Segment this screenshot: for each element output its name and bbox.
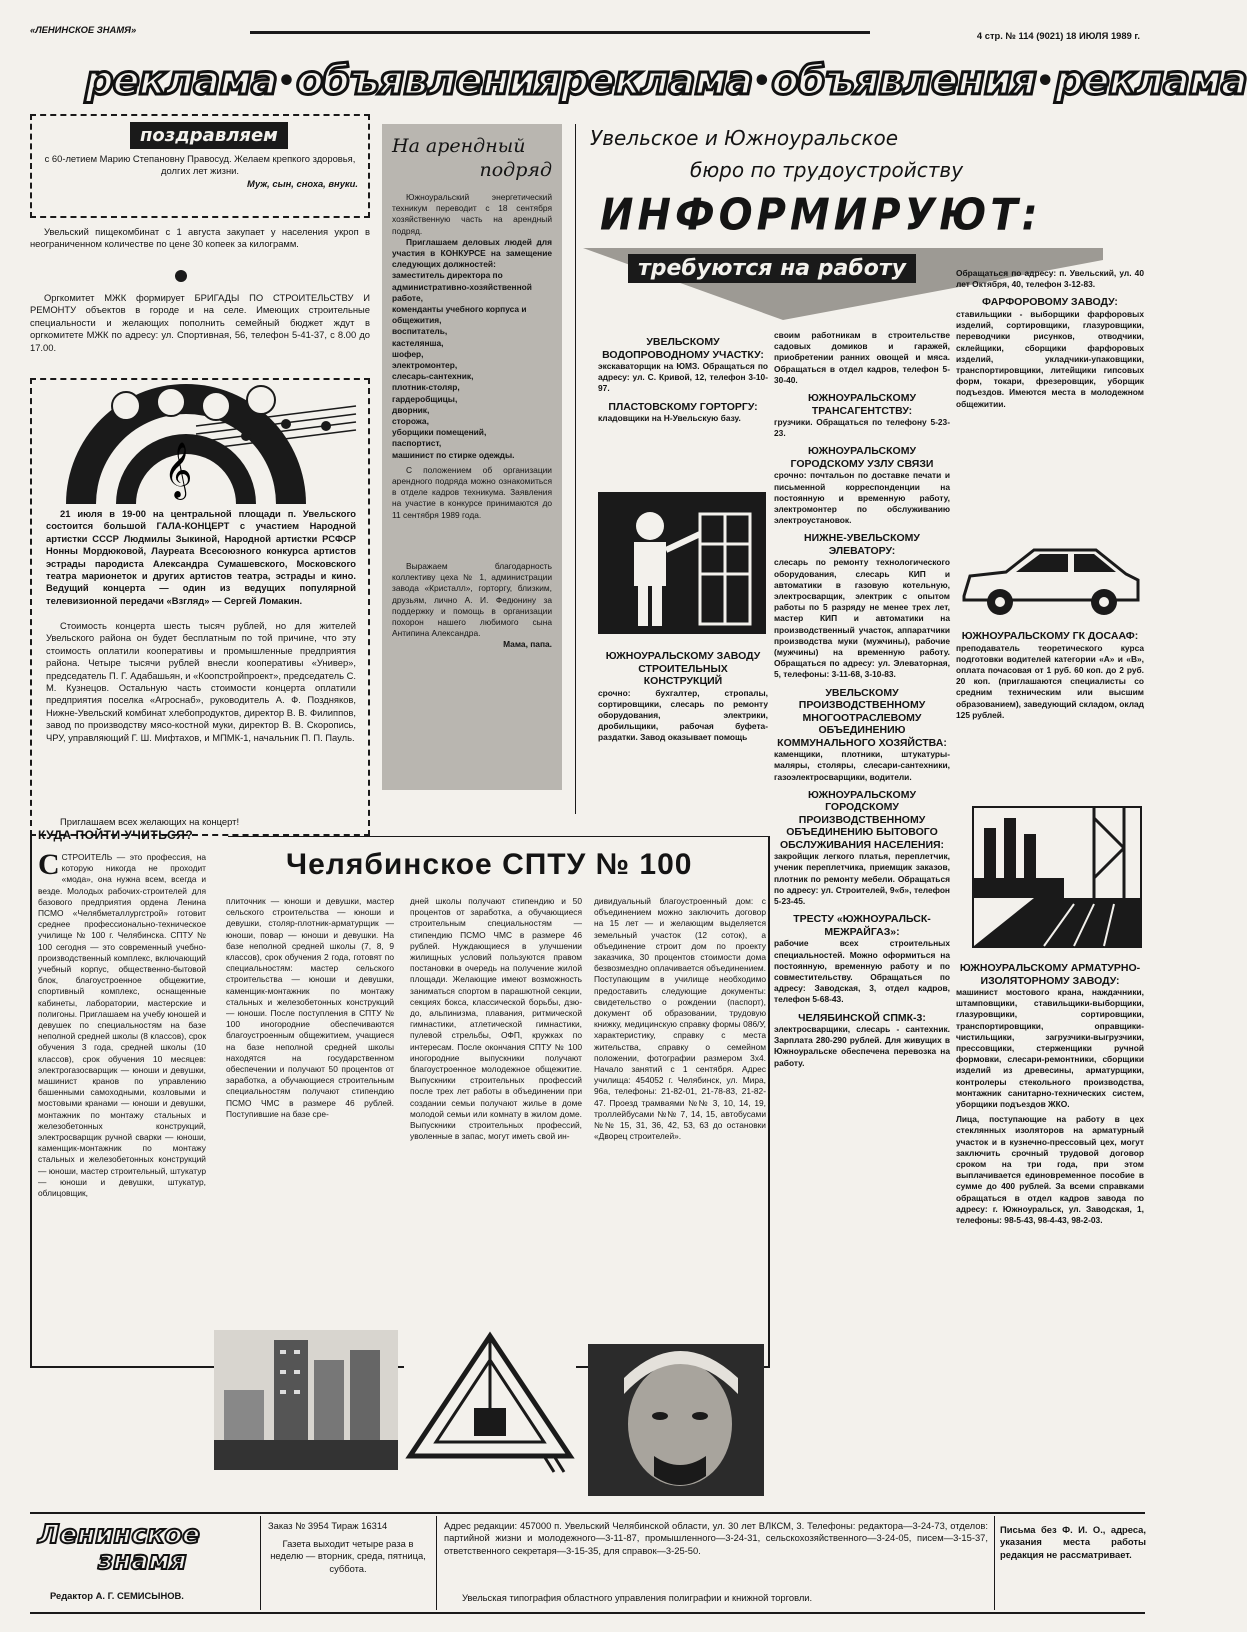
banner-word: реклама (1054, 58, 1247, 104)
footer-rule-bottom (30, 1612, 1145, 1614)
house-emblem (404, 1330, 576, 1472)
footer-order: Заказ № 3954 Тираж 16314 (268, 1520, 388, 1531)
banner-word: объявления (771, 58, 1036, 104)
congrats-box (30, 114, 370, 218)
lease-positions (392, 270, 552, 460)
vacancy-block (598, 336, 768, 395)
vacancy-list: закройщик легкого платья, переплетчик, ученик переплетчика, приемщик заказов, плотник по ремонту мебели. Обращаться по адресу: ул. Строителей, 9«б», телефон 5-23-45. (774, 851, 950, 907)
employment-ribbon: требуются на работу (628, 254, 916, 283)
vacancy-block (956, 1114, 1144, 1226)
lease-position-item: заместитель директора по административно-хозяйственной работе, (392, 270, 532, 303)
footer-logo (38, 1522, 258, 1574)
banner-dot: • (752, 63, 772, 99)
lease-title-2: подряд (479, 159, 552, 181)
employment-title-big: ИНФОРМИРУЮТ: (600, 189, 1042, 241)
lease-position-item: воспитатель, (392, 326, 448, 337)
lease-position-item: сторожа, (392, 416, 429, 427)
employment-title-1: Увельское и Южноуральское (590, 126, 899, 150)
vacancy-block (956, 630, 1144, 721)
concert-p3: Приглашаем всех желающих на концерт! (60, 816, 240, 827)
banner-word: реклама (85, 58, 277, 104)
footer-printer: Увельская типография областного управления полиграфии и книжной торговли. (462, 1592, 813, 1603)
concert-box (30, 378, 370, 836)
vacancy-employer: ЮЖНОУРАЛЬСКОМУ ГОРОДСКОМУ ПРОИЗВОДСТВЕННОМУ ОБЪЕДИНЕНИЮ БЫТОВОГО ОБСЛУЖИВАНИЯ НАСЕЛЕНИЯ: (779, 788, 945, 851)
employment-col-1 (598, 330, 768, 428)
vacancy-block (774, 913, 950, 1005)
vacancy-list: Обращаться по адресу: п. Увельский, ул. 40 лет Октября, 40, телефон 3-12-83. (956, 268, 1144, 290)
vacancy-list: электросварщики, слесарь - сантехник. Зарплата 280-290 рублей. Для живущих в Южноуральске обеспечена перевозка на работу. (774, 1024, 950, 1068)
employment-col-2 (774, 330, 950, 1073)
thanks-text: Выражаем благодарность коллективу цеха № 1, администрации завода «Кристалл», горторгу, близким, друзьям, лично А. И. Федюнину за поддержку и помощь в организации похорон нашего любимого сына Антипина Александра. (392, 560, 552, 639)
masthead-issue: 4 стр. № 114 (9021) 18 ИЮЛЯ 1989 г. (976, 30, 1140, 41)
thanks-sign: Мама, папа. (503, 639, 552, 650)
vacancy-list: слесарь по ремонту технологического оборудования, слесарь КИП и автоматики в газовую котельную, электросварщик, электрик с опытом работы по 5 разряду не менее трех лет, мастер КИП и автоматики на производственный участок, аппаратчики производства муки (мужчины), рабочие (мужчины) на временную работу. Обращаться по адресу: ул. Элеваторная, 5, телефоны: 3-11-68, 3-10-83. (774, 557, 950, 680)
footer-divider (994, 1516, 995, 1610)
vacancy-list: машинист мостового крана, наждачники, штамповщики, ставильщики-выборщики, глазуровщики, сортировщики, транспортировщики, оправщики-чистильщики, загрузчики-выгрузчики, прессовщики, стерженщики ручной формовки, слесари-ремонтники, сборщики изделий из древесины, арматурщики, контролеры стекольного производства, монтажник санитарно-технических систем, уборщики подъездов ЖКО. (956, 987, 1144, 1110)
vacancy-list: срочно: почтальон по доставке печати и письменной корреспонденции на постоянную и временную работу, электромонтер по обслуживанию электроустановок. (774, 470, 950, 526)
lease-position-item: кастелянша, (392, 337, 444, 348)
vacancy-employer: УВЕЛЬСКОМУ ВОДОПРОВОДНОМУ УЧАСТКУ: (602, 336, 764, 361)
vacancy-employer: ЮЖНОУРАЛЬСКОМУ АРМАТУРНО-ИЗОЛЯТОРНОМУ ЗАВОДУ: (959, 962, 1141, 987)
vacancy-list: экскаваторщик на ЮМЗ. Обращаться по адресу: ул. С. Кривой, 12, телефон 3-10-97. (598, 361, 768, 394)
vacancy-block (774, 392, 950, 439)
congrats-title: поздравляем (130, 122, 288, 149)
vacancy-block (774, 445, 950, 526)
banner-word: реклама (560, 58, 753, 104)
banner-dot: • (1035, 63, 1055, 99)
school-col-1: ССТРОИТЕЛЬ — это профессия, на которую никогда не проходит «мода», она нужна всем, всегда и везде. Молодых рабочих-строителей для базового предприятия ордена Ленина ПСМО «Челябметаллургстрой» готовит среднее профессионально-техническое училище № 100 г. Челябинска. СПТУ № 100 сегодня — это современный учебно-производственный комплекс, включающий учебный корпус, общественно-бытовой блок, благоустроенное общежитие, спортивный комплекс, оснащенные кабинеты, лаборатории, мастерские и полигоны. Приглашаем на учебу юношей и девушек по специальностям на базе неполной средней школы (8 классов), срок обучения 3 года, средней школы (10 классов), срок обучения 10 месяцев: электрогазосварщик — юноши и девушки, машинист кранов по управлению башенными самоходными, козловыми и мостовыми кранами — юноши и девушки, монтажник по монтажу стальных и железобетонных конструкций, электросварщик ручной сварки — юноши, каменщик-монтажник по монтажу стальных и железобетонных конструкций — юноши, мастер строительный, штукатур — юноши и девушки, штукатур, облицовщик, (38, 848, 206, 1199)
lease-position-item: плотник-столяр, (392, 382, 460, 393)
vacancy-block (956, 296, 1144, 409)
vacancy-list: преподаватель теоретического курса подготовки водителей категории «А» и «В», оплата почасовая от 1 руб. 60 коп. до 2 руб. 20 коп. (приглашаются специалисты со средним техническим или высшим образованием), заведующий складом, оклад 125 рублей. (956, 642, 1144, 720)
ad-mzhk: Оргкомитет МЖК формирует БРИГАДЫ ПО СТРОИТЕЛЬСТВУ И РЕМОНТУ объектов в городе и на селе. Имеющих строительные специальности и желающих пополнить семейный бюджет ждут в оргкомитете МЖК по адресу: ул. Спортивная, 56, телефон 5-41-37, с 8.00 до 17.00. (30, 292, 370, 353)
footer-rule-top (30, 1512, 1145, 1514)
vacancy-employer: НИЖНЕ-УВЕЛЬСКОМУ ЭЛЕВАТОРУ: (804, 532, 920, 557)
vacancy-employer: ФАРФОРОВОМУ ЗАВОДУ: (982, 296, 1118, 309)
logo-line-1: Ленинское (38, 1520, 200, 1550)
ads-banner (85, 54, 1247, 108)
lease-position-item: дворник, (392, 404, 430, 415)
lease-position-item: гардеробщицы, (392, 393, 458, 404)
masthead-paper-name: «ЛЕНИНСКОЕ ЗНАМЯ» (30, 24, 137, 35)
vacancy-block (598, 650, 768, 744)
logo-line-2: знамя (98, 1546, 187, 1576)
vacancy-block (598, 401, 768, 425)
school-title: Челябинское СПТУ № 100 (286, 848, 693, 881)
employment-title-2: бюро по трудоустройству (690, 158, 964, 182)
vacancy-employer: ТРЕСТУ «ЮЖНОУРАЛЬСК-МЕЖРАЙГАЗ»: (793, 913, 931, 938)
footer-editor: Редактор А. Г. СЕМИСЫНОВ. (50, 1590, 184, 1601)
vacancy-employer: ЮЖНОУРАЛЬСКОМУ ГК ДОСААФ: (961, 630, 1139, 642)
vacancy-employer: ЮЖНОУРАЛЬСКОМУ ТРАНСАГЕНТСТВУ: (808, 392, 916, 417)
lease-outro: С положением об организации арендного подряда можно ознакомиться в отделе кадров техникума. Заявления на участие в конкурсе принимаются до 11 сентября 1989 года. (392, 464, 552, 520)
factory-illustration (972, 806, 1142, 948)
employment-col-3 (956, 268, 1144, 414)
employment-col-3b (956, 624, 1144, 725)
vacancy-list: каменщики, плотники, штукатуры-маляры, столяры, слесари-сантехники, газоэлектросварщики, водители. (774, 749, 950, 782)
lease-position-item: слесарь-сантехник, (392, 371, 474, 382)
column-divider (575, 124, 576, 814)
banner-dot: • (276, 63, 297, 99)
lease-title-1: На арендный (392, 135, 526, 157)
masthead-rule (250, 31, 870, 34)
banner-word: объявления (296, 58, 561, 104)
school-dropcap: С (38, 848, 60, 881)
lease-position-item: машинист по стирке одежды. (392, 449, 515, 460)
congrats-signature: Муж, сын, сноха, внуки. (247, 177, 358, 189)
vacancy-list: своим работникам в строительстве садовых домиков и гаражей, приобретении ранних овощей и мяса. Обращаться в отдел кадров, телефон 5-30-40. (774, 330, 950, 385)
vacancy-block (774, 330, 950, 386)
employment-col-3c (956, 956, 1144, 1230)
separator-dot (175, 270, 187, 282)
vacancy-block (956, 962, 1144, 1110)
vacancy-list: кладовщики на Н-Увельскую базу. (598, 413, 741, 424)
worker-illustration (598, 492, 766, 634)
vacancy-employer: ЮЖНОУРАЛЬСКОМУ ГОРОДСКОМУ УЗЛУ СВЯЗИ (790, 445, 934, 470)
vacancy-employer: ПЛАСТОВСКОМУ ГОРТОРГУ: (608, 400, 758, 413)
concert-illustration (46, 386, 356, 504)
footer-divider (260, 1516, 261, 1610)
lease-position-item: электромонтер, (392, 360, 458, 371)
vacancy-block (774, 789, 950, 908)
svg-text:𝄞: 𝄞 (164, 442, 193, 498)
vacancy-employer: ЮЖНОУРАЛЬСКОМУ ЗАВОДУ СТРОИТЕЛЬНЫХ КОНСТРУКЦИЙ (605, 650, 761, 687)
vacancy-list: Лица, поступающие на работу в цех стеклянных изоляторов на арматурный участок и в кузнечно-прессовый цех, могут заключить срочный трудовой договор сроком на три года, при этом выплачивается единовременное пособие в сумме до 400 рублей. За всеми справками обращаться в отдел кадров завода по адресу: г. Южноуральск, ул. Заводская, 1, телефоны: 98-5-43, 98-4-43, 98-2-03. (956, 1114, 1144, 1226)
vacancy-block (774, 1012, 950, 1069)
school-col-4: дивидуальный благоустроенный дом: с объединением можно заключить договор на 15 лет — и желающим выделяется земельный участок (12 соток), а объединение строит дом по проекту заказчика, 30 процентов стоимости дома безвозмездно оплачивается объединением. Поступающим в училище необходимо предоставить следующие документы: свидетельство о рождении (паспорт), документ об образовании, трудовую книжку, медицинскую справку формы 086/У, характеристику, справку с места жительства, справку о семейном положении, фотографии размером 3х4. Начало занятий с 1 сентября. Адрес училища: 454052 г. Челябинск, ул. Мира, 96а, телефоны: 21-82-01, 21-78-83, 21-82-47. Проезд трамваями №№ 3, 10, 14, 19, троллейбусами №№ 7, 14, 15, автобусами №№ 15, 31, 36, 42, 53, 63 до остановки «Дворец строителей». (594, 896, 766, 1142)
vacancy-employer: ЧЕЛЯБИНСКОЙ СПМК-3: (798, 1011, 926, 1024)
lease-intro: Южноуральский энергетический техникум переводит с 18 сентября хозяйственную часть на арендный подряд. (392, 192, 552, 236)
vacancy-list: ставильщики - выборщики фарфоровых изделий, сортировщики, глазуровщики, переводчики рисунков, отводчики, склейщики, сборщики фарфоровых изделий, укладчики-упаковщики, транспортировщики, литейщики гипсовых форм, токари, фрезеровщик, уборщик подъездов. Имеются места в молодежном общежитии. (956, 308, 1144, 409)
footer-letters: Письма без Ф. И. О., адреса, указания места работы редакция не рассматривает. (1000, 1524, 1146, 1560)
school-col-2: плиточник — юноши и девушки, мастер сельского строительства — юноши и девушки, столяр-плотник-арматурщик — юноши, повар — юноши и девушки. На базе неполной средней школы (7, 8, 9 классов), срок обучения 2 года, готовят по специальностям: мастер сельского строительства — юноши и девушки, каменщик-монтажник по монтажу стальных и железобетонных конструкций — юноши. После поступления в СПТУ № 100 иногородние обеспечиваются благоустроенным общежитием, учащиеся на базе неполной средней школы находятся на государственном обеспечении и получают 50 процентов от заработка, а обучающиеся строительным специальностям получают стипендию ПСМО ЧМС в размере 46 рублей. Поступившие на базе сре- (226, 896, 394, 1119)
vacancy-block (774, 532, 950, 680)
car-illustration (956, 540, 1142, 620)
buildings-photo (214, 1330, 398, 1470)
lease-position-item: уборщики помещений, (392, 427, 487, 438)
congrats-text: с 60-летием Марию Степановну Правосуд. Желаем крепкого здоровья, долгих лет жизни. (44, 153, 356, 177)
vacancy-block (774, 687, 950, 783)
ad-ukrop: Увельский пищекомбинат с 1 августа закупает у населения укроп в неограниченном количестве по цене 30 копеек за килограмм. (30, 226, 370, 250)
footer-address: Адрес редакции: 457000 п. Увельский Челябинской области, ул. 30 лет ВЛКСМ, 3. Телефоны: редактора—3-24-73, отделов: партийной жизни и молодежного—3-11-87, промышленного—3-24-31, сельскохозяйственного—3-24-05, писем—3-15-37, ответственного секретаря—3-15-35, для справок—3-25-50. (444, 1520, 988, 1556)
footer-divider (436, 1516, 437, 1610)
lease-invite: Приглашаем деловых людей для участия в КОНКУРСЕ на замещение следующих должностей: (392, 236, 552, 270)
footer-schedule: Газета выходит четыре раза в неделю — вторник, среда, пятница, суббота. (270, 1538, 426, 1574)
worker-portrait (588, 1344, 764, 1496)
vacancy-list: грузчики. Обращаться по телефону 5-23-23. (774, 417, 950, 439)
school-rubric: КУДА ПОЙТИ УЧИТЬСЯ? (38, 828, 194, 842)
vacancy-list: срочно: бухгалтер, стропалы, сортировщики, слесарь по ремонту оборудования, электрики, дробильщики, рабочая буфета-раздатки. Завод оказывает помощь (598, 687, 768, 743)
concert-p2: Стоимость концерта шесть тысяч рублей, но для жителей Увельского района он будет бесплатным по той причине, что эту стоимость оплатили кооперативы и промышленные предприятия района. Четыре тысячи рублей внесли кооперативы «Универ», председатель П. Г. Адабашьян, и «Коопстройпроект», председатель С. М. Кузнецов. Остальную часть стоимости концерта оплатили предприятия поселка «Агроснаб», руководитель А. Ф. Поздняков, Нижне-Увельский комбинат хлебопродуктов, директор В. В. Филиппов, завод по производству мясо-костной муки, директор В. В. Скоропись, ЧРУ, управляющий Г. Ш. Мифтахов, и МПМК-1, начальник П. П. Пауль. (46, 620, 356, 743)
lease-position-item: паспортист, (392, 438, 442, 449)
employment-col-1b (598, 644, 768, 748)
concert-p1: 21 июля в 19-00 на центральной площади п. Увельского состоится большой ГАЛА-КОНЦЕРТ с участием Народной артистки СССР Людмилы Зыкиной, Народной артистки РСФСР Нонны Мордюковой, Лауреата Всесоюзного конкурса артистов эстрады пародиста Александра Сумашевского, Московского театра марионеток и других артистов театра, эстрады и кино. Ведущий концерта — один из ведущих популярной телевизионной передачи «Взгляд» — Сергей Ломакин. (46, 508, 356, 606)
vacancy-employer: УВЕЛЬСКОМУ ПРОИЗВОДСТВЕННОМУ МНОГООТРАСЛЕВОМУ ОБЪЕДИНЕНИЮ КОММУНАЛЬНОГО ХОЗЯЙСТВА: (777, 686, 947, 749)
lease-position-item: коменданты учебного корпуса и общежития, (392, 304, 527, 326)
school-col-3: дней школы получают стипендию и 50 процентов от заработка, а обучающиеся строительным специальностям — стипендию ПСМО ЧМС в размере 46 рублей. Нуждающиеся в улучшении жилищных условий пользуются правом постановки в очередь на получение жилой площади. Желающие имеют возможность заниматься спортом в парашютной секции, секциях бокса, классической борьбы, дзю-до, альпинизма, плавания, ритмической гимнастики, атлетической гимнастики, пулевой стрельбы, ОФП, кружках по интересам. После окончания СПТУ № 100 иногородние выпускники получают благоустроенное молодежное общежитие. Выпускники строительных профессий после трех лет работы в объединении при создании семьи получают жилье в доме молодой семьи или комнату в жилом доме. Выпускники строительных профессий, уволенные в запас, могут иметь свой ин- (410, 896, 582, 1142)
vacancy-list: рабочие всех строительных специальностей. Можно оформиться на постоянную, временную работу и по совместительству. Обращаться по адресу: Заводская, 3, отдел кадров, телефон 5-68-43. (774, 938, 950, 1005)
vacancy-block (956, 268, 1144, 290)
lease-position-item: шофер, (392, 348, 424, 359)
lease-box (382, 124, 562, 790)
